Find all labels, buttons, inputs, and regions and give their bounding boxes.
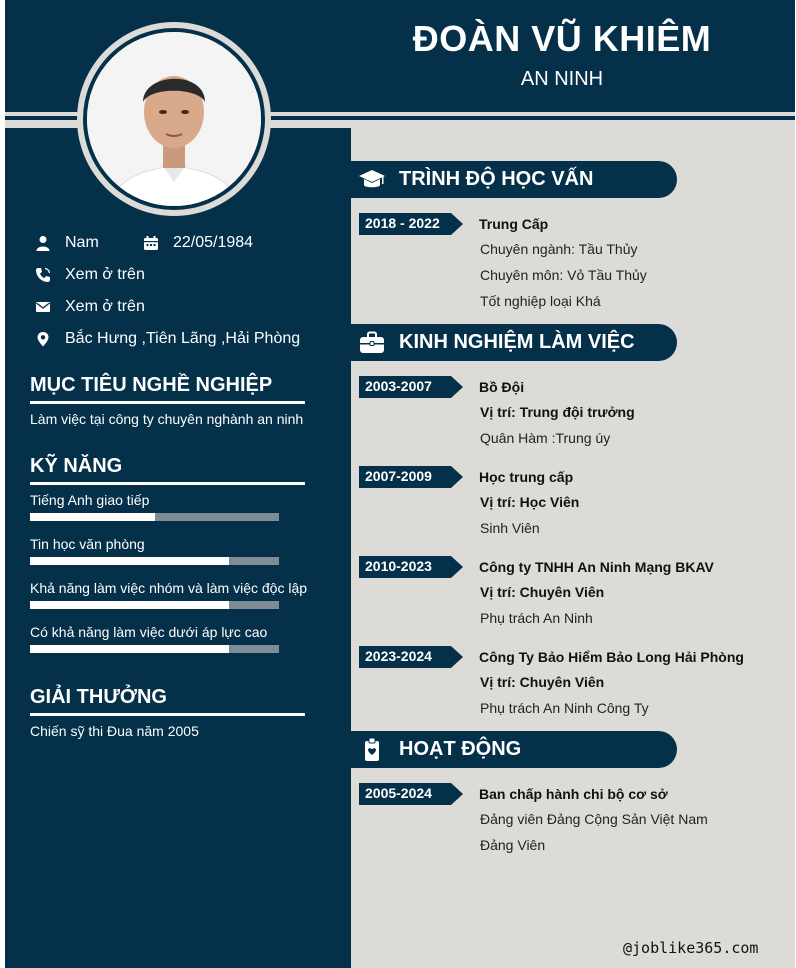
email-value: Xem ở trên: [65, 298, 145, 315]
education-entry-line: Chuyên môn: Vỏ Tầu Thủy: [480, 267, 647, 283]
activities-title: HOẠT ĐỘNG: [399, 738, 522, 760]
experience-title: KINH NGHIỆM LÀM VIỆC: [399, 331, 635, 353]
period-text: 2018 - 2022: [365, 215, 440, 231]
experience-entry-title: Công ty TNHH An Ninh Mạng BKAV: [479, 559, 714, 575]
badge-heart-icon: [358, 736, 386, 764]
phone-icon: [35, 267, 49, 283]
profile-photo: [87, 32, 261, 206]
skill-bar-fill: [30, 601, 229, 609]
experience-entry-desc: Phụ trách An Ninh: [480, 610, 593, 626]
footer-watermark: @joblike365.com: [623, 939, 759, 957]
skill-bar: [30, 601, 279, 609]
skill-bar-fill: [30, 513, 155, 521]
graduation-cap-icon: [358, 166, 386, 194]
experience-entry-title: Học trung cấp: [479, 469, 574, 485]
skill-bar: [30, 513, 279, 521]
user-icon: [35, 235, 49, 251]
period-badge: [359, 213, 463, 235]
skill-bar-fill: [30, 557, 229, 565]
education-entry-line: Chuyên ngành: Tầu Thủy: [480, 241, 638, 257]
period-text: 2023-2024: [365, 648, 432, 664]
skill-name: Tin học văn phòng: [30, 536, 145, 552]
birthdate-value: 22/05/1984: [173, 234, 254, 251]
email-row: [35, 298, 145, 316]
skill-name: Tiếng Anh giao tiếp: [30, 492, 150, 508]
education-title: TRÌNH ĐỘ HỌC VẤN: [399, 168, 594, 190]
skill-bar: [30, 557, 279, 565]
experience-entry-desc: Quân Hàm :Trung úy: [480, 430, 611, 446]
period-text: 2003-2007: [365, 378, 432, 394]
skill-bar: [30, 645, 279, 653]
gender-value: Nam: [65, 234, 99, 251]
period-badge: [359, 376, 463, 398]
experience-entry-desc: Sinh Viên: [480, 520, 540, 536]
experience-entry-role: Vị trí: Chuyên Viên: [480, 674, 605, 690]
candidate-name: ĐOÀN VŨ KHIÊM: [412, 18, 712, 59]
period-text: 2010-2023: [365, 558, 432, 574]
period-badge: [359, 783, 463, 805]
activity-entry-line: Đảng viên Đảng Cộng Sản Việt Nam: [480, 811, 708, 827]
skill-name: Khả năng làm việc nhóm và làm việc độc lập: [30, 580, 308, 596]
experience-entry-title: Bồ Đội: [479, 379, 525, 395]
experience-entry-role: Vị trí: Học Viên: [480, 494, 580, 510]
calendar-icon: [143, 235, 157, 251]
email-icon: [35, 299, 49, 315]
education-entry-title: Trung Cấp: [479, 216, 549, 232]
phone-value: Xem ở trên: [65, 266, 145, 283]
experience-entry-desc: Phụ trách An Ninh Công Ty: [480, 700, 649, 716]
period-text: 2005-2024: [365, 785, 432, 801]
experience-entry-title: Công Ty Bảo Hiểm Bảo Long Hải Phòng: [479, 649, 744, 665]
activities-header: [346, 731, 677, 768]
profile-photo-illustration: [87, 32, 261, 206]
gender-row: [35, 234, 99, 252]
location-icon: [35, 331, 49, 347]
briefcase-icon: [358, 329, 386, 357]
experience-header: [346, 324, 677, 361]
experience-entry-role: Vị trí: Chuyên Viên: [480, 584, 605, 600]
period-badge: [359, 556, 463, 578]
activity-entry-title: Ban chấp hành chi bộ cơ sở: [479, 786, 668, 802]
period-text: 2007-2009: [365, 468, 432, 484]
period-badge: [359, 466, 463, 488]
candidate-position: AN NINH: [520, 68, 604, 90]
address-value: Bắc Hưng ,Tiên Lãng ,Hải Phòng: [65, 330, 301, 347]
objective-title: MỤC TIÊU NGHỀ NGHIỆP: [30, 374, 305, 404]
experience-entry-role: Vị trí: Trung đội trưởng: [480, 404, 635, 420]
skill-name: Có khả năng làm việc dưới áp lực cao: [30, 624, 268, 640]
period-badge: [359, 646, 463, 668]
birthdate-row: [143, 234, 253, 252]
education-entry-line: Tốt nghiệp loại Khá: [480, 293, 601, 309]
education-header: [346, 161, 677, 198]
skill-bar-fill: [30, 645, 229, 653]
address-row: [35, 330, 300, 348]
phone-row: [35, 266, 145, 284]
awards-text: Chiến sỹ thi Đua năm 2005: [30, 723, 199, 739]
objective-text: Làm việc tại công ty chuyên nghành an ninh: [30, 411, 304, 427]
skills-title: KỸ NĂNG: [30, 455, 305, 485]
activity-entry-line: Đảng Viên: [480, 837, 546, 853]
awards-title: GIẢI THƯỞNG: [30, 686, 305, 716]
